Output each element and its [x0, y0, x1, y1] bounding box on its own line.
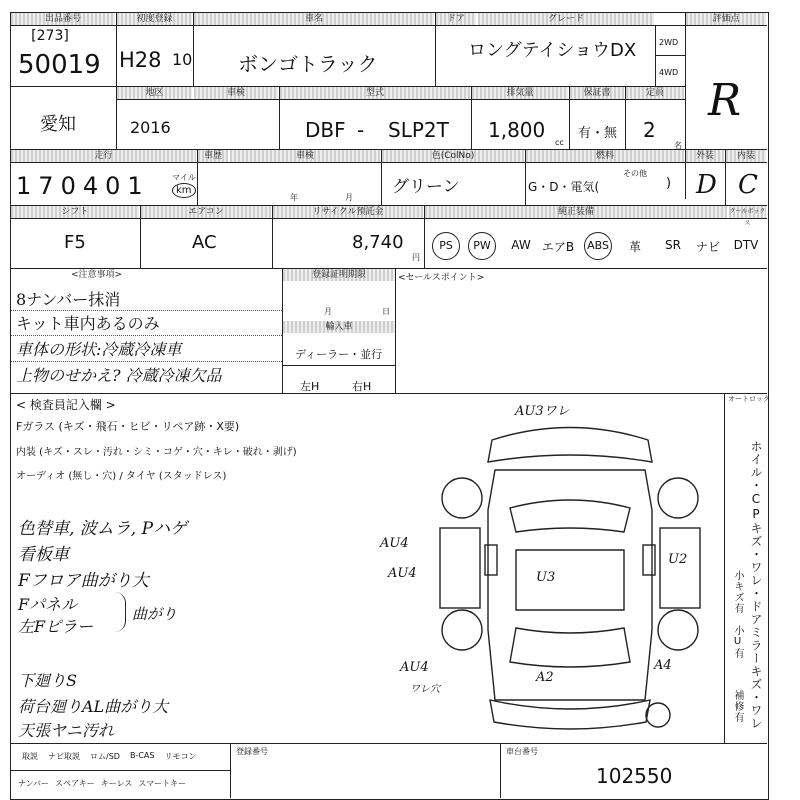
- header-grade: グレード: [478, 13, 654, 25]
- header-equipment: 純正装備: [425, 206, 727, 218]
- header-cool: クールボックス: [729, 208, 766, 227]
- header-lot: 出品番号: [11, 13, 115, 25]
- mileage-digit-3: 0: [60, 172, 76, 200]
- equipment-ps: [428, 232, 464, 260]
- header-first-reg: 初度登録: [117, 13, 192, 25]
- header-notes: <注意事項>: [71, 270, 123, 280]
- diagram-rear-bumper: [490, 700, 650, 729]
- header-fuel: 燃料: [526, 150, 684, 162]
- option-manual: 取説: [22, 752, 38, 761]
- equipment-abs: [580, 232, 616, 260]
- equipment-leather: 革: [628, 240, 641, 254]
- hw-2: 看板車: [18, 545, 69, 565]
- header-region: 地区: [117, 87, 192, 99]
- seat-unit: 名: [674, 141, 682, 150]
- option-remote: リモコン: [164, 752, 197, 761]
- shift: F5: [64, 232, 86, 253]
- diagram-wheel-rr: [658, 610, 698, 650]
- recycle-unit: 円: [412, 253, 420, 262]
- option-bcas: B-CAS: [129, 751, 155, 760]
- fuel-options: G・D・電気(: [528, 180, 600, 194]
- note-1: 8ナンバー抹消: [16, 290, 121, 309]
- header-exhaust: 排気量: [472, 87, 568, 99]
- inspector-audio: オーディオ (無し・穴) / タイヤ (スタッドレス): [16, 471, 227, 482]
- equipment-ps-label: PS: [432, 232, 460, 260]
- option-keyless: キーレス: [100, 779, 133, 788]
- exterior-grade: D: [696, 170, 717, 200]
- equipment-pw-label: PW: [468, 232, 496, 260]
- footer-row1: [22, 751, 196, 762]
- header-score: 評価点: [686, 13, 766, 25]
- diagram-roof: [516, 550, 624, 610]
- header-mileage: 走行: [11, 150, 196, 162]
- header-door: ドア: [436, 13, 476, 25]
- header-capacity: 定員: [626, 87, 684, 99]
- hw-3: Fフロア曲がり大: [18, 571, 149, 591]
- drive-2wd: 2WD: [659, 38, 679, 47]
- diagram-label-bottom-left-sub: ワレ穴: [410, 684, 440, 695]
- hw-9: 天張ヤニ汚れ: [18, 721, 115, 740]
- note-2: キット車内あるのみ: [16, 314, 160, 333]
- footer-row2: [18, 778, 186, 789]
- recycle-fee: 8,740: [352, 232, 404, 253]
- equipment-navi: ナビ: [695, 240, 720, 254]
- import-right: 右H: [352, 380, 372, 393]
- note-4: 上物のせかえ? 冷蔵冷凍欠品: [16, 366, 222, 385]
- hw-5: 左Fピラー: [18, 617, 94, 636]
- equipment-sr: SR: [665, 238, 681, 252]
- right-small-3: 補修有: [732, 690, 743, 723]
- header-warranty: 保証書: [570, 87, 624, 99]
- diagram-label-left1: AU4: [380, 536, 409, 551]
- color: グリーン: [392, 177, 460, 197]
- diagram-wheel-fr: [658, 478, 698, 518]
- diagram-cab-outline: [488, 470, 652, 700]
- equipment-pw: [464, 232, 500, 260]
- grade: ロングテイショウDX: [468, 40, 637, 61]
- diagram-label-bottom-left: AU4: [400, 660, 429, 675]
- diagram-windshield: [510, 500, 630, 532]
- reg-deadline-month: 月: [324, 307, 332, 316]
- displacement: 1,800: [488, 118, 546, 142]
- mileage-digit-1: 1: [16, 172, 32, 200]
- diagram-label-left2: AU4: [388, 566, 417, 581]
- header-interior: 内装: [726, 150, 766, 162]
- inspection-month: 月: [345, 193, 353, 202]
- diagram-rear-window: [510, 628, 630, 667]
- fuel-close: ): [666, 176, 672, 191]
- diagram-front-bumper: [488, 428, 652, 463]
- score-value: R: [708, 75, 742, 126]
- diagram-label-right: U2: [668, 552, 688, 567]
- diagram-label-center: U3: [536, 570, 556, 585]
- equipment-abs-label: ABS: [584, 232, 612, 260]
- header-exterior: 外装: [686, 150, 724, 162]
- header-import: 輸入車: [283, 321, 395, 333]
- hw-6: 曲がり: [132, 605, 178, 623]
- drive-4wd: 4WD: [659, 68, 679, 77]
- reg-deadline-day: 日: [382, 307, 390, 316]
- import-left: 左H: [300, 380, 320, 393]
- cc-unit: cc: [555, 138, 564, 147]
- header-recycle: リサイクル預託金: [273, 206, 423, 218]
- header-shift: シフト: [11, 206, 139, 218]
- car-name: ボンゴトラック: [238, 52, 378, 76]
- header-reg-number: 登録番号: [236, 747, 268, 756]
- hw-7: 下廻りS: [18, 671, 77, 690]
- diagram-wheel-rl: [442, 610, 482, 650]
- mileage-digit-4: 4: [82, 172, 99, 200]
- diagram-door-right: [660, 528, 700, 608]
- region: 愛知: [40, 114, 76, 135]
- first-reg-era: H28: [119, 48, 162, 72]
- note-3: 車体の形状:冷蔵冷凍車: [16, 340, 182, 359]
- hw-1: 色替車, 波ムラ, Pハゲ: [18, 519, 188, 539]
- option-rom-sd: ロム/SD: [90, 752, 120, 761]
- mileage-digit-5: 0: [105, 172, 121, 200]
- right-small-2: 小U有: [732, 625, 743, 659]
- mileage-row: [16, 172, 143, 200]
- equipment-airbag: エアB: [541, 240, 575, 254]
- mileage-km: km: [172, 183, 196, 198]
- model-dash: -: [357, 118, 365, 142]
- header-inspection-date: 車検: [230, 150, 380, 162]
- seats: 2: [643, 118, 656, 142]
- aircon: AC: [192, 232, 217, 253]
- diagram-mirror-right: [643, 545, 655, 575]
- chassis-number: 102550: [596, 764, 673, 788]
- vehicle-diagram: [420, 400, 720, 740]
- warranty-options: 有・無: [578, 126, 618, 141]
- equipment-dtv: DTV: [733, 238, 759, 252]
- inspector-glass: Fガラス (キズ・飛石・ヒビ・リペア跡・X要): [16, 420, 240, 433]
- right-small-1: 小キズ有: [732, 570, 743, 614]
- header-model: 型式: [280, 87, 470, 99]
- inspection-year: 年: [290, 193, 298, 202]
- first-reg-month: 10: [172, 50, 193, 69]
- header-car-name: 車名: [194, 13, 434, 25]
- year: 2016: [130, 118, 171, 137]
- fuel-other: その他: [623, 169, 647, 178]
- mileage-digit-2: 7: [38, 172, 54, 200]
- interior-grade: C: [738, 170, 758, 200]
- header-inspection: 車検: [194, 87, 278, 99]
- option-smart-key: スマートキー: [138, 779, 187, 788]
- inspector-interior: 内装 (キズ・スレ・汚れ・シミ・コゲ・穴・キレ・破れ・剥げ): [16, 447, 297, 458]
- diagram-door-left: [440, 528, 480, 608]
- right-column-text: ホイル・CPキズ・ワレ・ドアミラーキズ・ワレ: [749, 440, 763, 730]
- equipment-aw: AW: [511, 238, 531, 252]
- diagram-wheel-spare: [646, 703, 670, 727]
- model-prefix: DBF: [305, 118, 346, 142]
- lot-number: 50019: [18, 50, 101, 80]
- header-aircon: エアコン: [141, 206, 271, 218]
- model-code: SLP2T: [388, 118, 449, 142]
- option-number: ナンバー: [18, 779, 50, 788]
- diagram-label-bottom-center: A2: [536, 670, 554, 685]
- mileage-digit-6: 1: [127, 172, 143, 200]
- hw-bracket: [115, 592, 126, 632]
- header-autoloc: オートロック: [728, 395, 770, 403]
- lot-bracket: [273]: [31, 28, 69, 44]
- diagram-mirror-left: [485, 545, 497, 575]
- mileage-mile: マイル: [172, 173, 196, 182]
- header-car-number: 車台番号: [506, 747, 538, 756]
- hw-8: 荷台廻りAL曲がり大: [18, 697, 169, 716]
- diagram-label-top: AU3ワレ: [515, 404, 570, 419]
- hw-4: Fパネル: [18, 595, 78, 614]
- header-color: 色(ColNo): [382, 150, 524, 162]
- diagram-label-bottom-right: A4: [654, 658, 672, 673]
- header-sales-point: <セールスポイント>: [398, 273, 485, 283]
- diagram-wheel-fl: [442, 478, 482, 518]
- header-plate: 車歴: [198, 150, 228, 162]
- option-navi-manual: ナビ取説: [48, 752, 80, 761]
- inspector-header: < 検査員記入欄 >: [16, 398, 116, 412]
- header-reg-deadline: 登録証明期限: [283, 269, 395, 281]
- import-dealer: ディーラー・並行: [295, 348, 383, 361]
- option-spare-key: スペアキー: [55, 779, 95, 788]
